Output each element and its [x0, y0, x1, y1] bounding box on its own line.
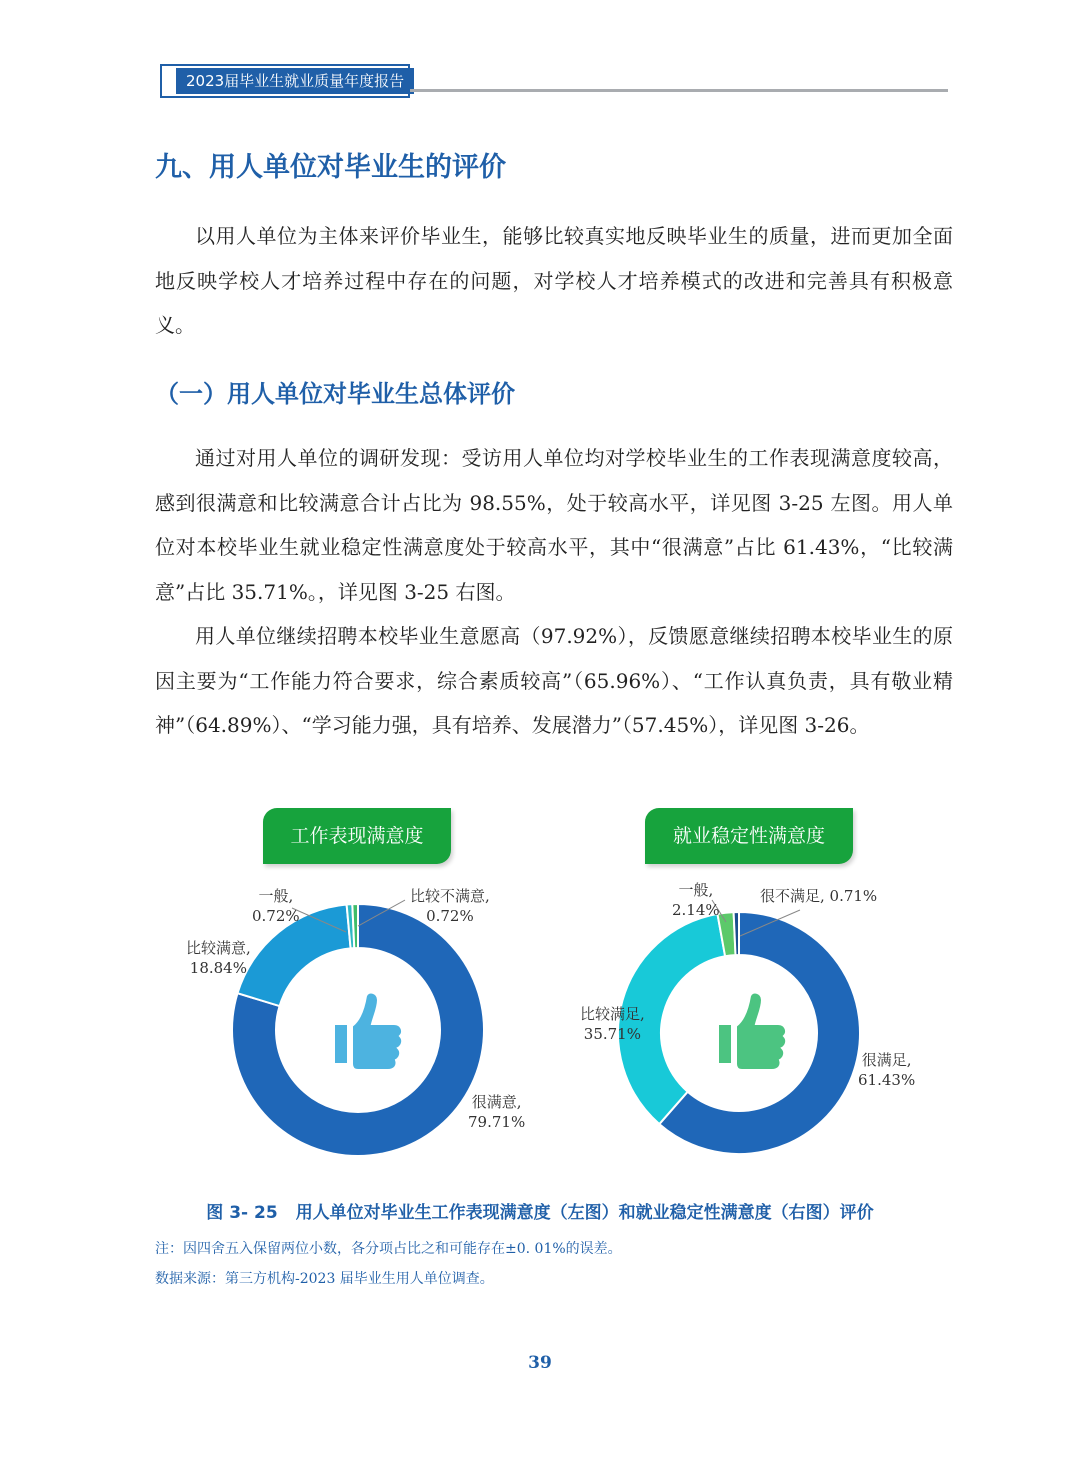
figure-caption-text: 用人单位对毕业生工作表现满意度（左图）和就业稳定性满意度（右图）评价 [295, 1203, 874, 1223]
label-dissatisfied-left: 比较不满意, 0.72% [410, 887, 490, 925]
report-title-tab: 2023届毕业生就业质量年度报告 [176, 68, 414, 94]
thumbs-up-icon [718, 993, 786, 1070]
data-source: 数据来源：第三方机构-2023 届毕业生用人单位调查。 [155, 1271, 494, 1287]
right-chart-title: 就业稳定性满意度 [645, 808, 853, 864]
section-heading: 九、用人单位对毕业生的评价 [155, 152, 506, 183]
thumbs-up-icon [334, 993, 402, 1070]
label-general-left: 一般, 0.72% [252, 887, 300, 925]
right-donut-slice-3 [734, 912, 739, 955]
left-donut-slice-3 [352, 904, 358, 948]
label-very-satisfied-left: 很满意, 79.71% [468, 1093, 526, 1131]
figure-caption [0, 1198, 1080, 1223]
figure-number: 图 3- 25 [206, 1203, 278, 1223]
figure-note: 注：因四舍五入保留两位小数，各分项占比之和可能存在±0. 01%的误差。 [155, 1241, 622, 1257]
label-very-dissatisfied-right: 很不满足, 0.71% [760, 887, 878, 905]
survey-paragraph: 通过对用人单位的调研发现：受访用人单位均对学校毕业生的工作表现满意度较高，感到很满意和比较满意合计占比为 98.55%，处于较高水平，详见图 3-25 左图。用人单位对本校毕业生就业稳定性满意度处于较高水平，其中“很满意”占比 61.43%，“比较满意”占比 35.71%。，详见图 3-25 右图。 [155, 446, 953, 604]
label-fairly-satisfied-right: 比较满足, 35.71% [580, 1005, 645, 1043]
intro-paragraph: 以用人单位为主体来评价毕业生，能够比较真实地反映毕业生的质量，进而更加全面地反映学校人才培养过程中存在的问题，对学校人才培养模式的改进和完善具有积极意义。 [155, 224, 953, 337]
label-fairly-satisfied-left: 比较满意, 18.84% [186, 939, 251, 977]
recruit-paragraph: 用人单位继续招聘本校毕业生意愿高（97.92%），反馈愿意继续招聘本校毕业生的原因主要为“工作能力符合要求，综合素质较高”（65.96%）、“工作认真负责，具有敬业精神”（64.89%）、“学习能力强，具有培养、发展潜力”（57.45%），详见图 3-26。 [155, 624, 953, 737]
label-general-right: 一般, 2.14% [672, 881, 720, 919]
subsection-heading: （一）用人单位对毕业生总体评价 [155, 380, 515, 408]
page-number: 39 [528, 1353, 552, 1373]
left-chart-title: 工作表现满意度 [263, 808, 451, 864]
label-very-satisfied-right: 很满足, 61.43% [858, 1051, 916, 1089]
